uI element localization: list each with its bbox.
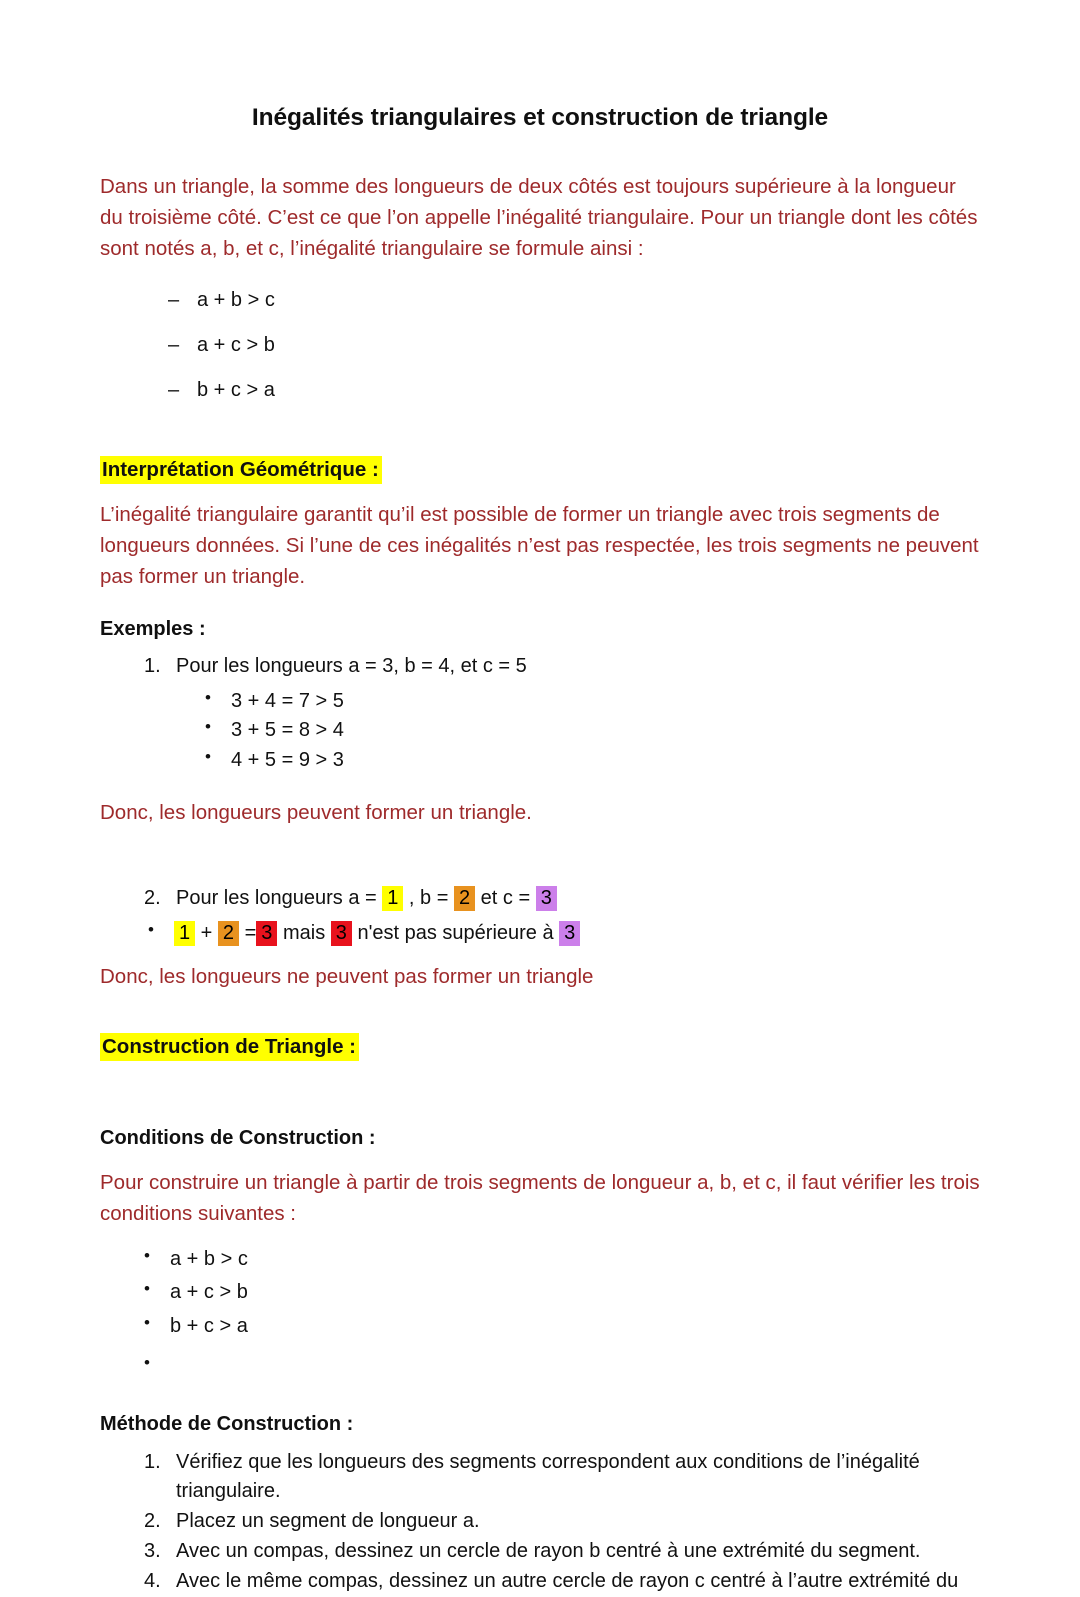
list-item-label: a + c > b: [170, 1281, 248, 1304]
list-item: [100, 1567, 980, 1596]
dot-bullet-icon: •: [144, 1279, 150, 1299]
spacer: [100, 828, 980, 874]
dash-bullet-icon: –: [168, 334, 180, 357]
list-item: [100, 716, 980, 744]
list-item: [100, 919, 980, 948]
check-b-chip: 2: [218, 921, 239, 946]
construction-conditions-list: [100, 1245, 980, 1381]
dash-bullet-icon: –: [168, 289, 180, 312]
check-sum2-chip: 3: [331, 921, 352, 946]
dot-bullet-icon: •: [205, 688, 211, 708]
check-tail: n'est pas supérieure à: [351, 922, 560, 945]
list-number: 4.: [144, 1570, 161, 1593]
list-number: 3.: [144, 1540, 161, 1563]
list-item-label: Vérifiez que les longueurs des segments correspondent aux conditions de l’inégalité triangulaire.: [176, 1450, 920, 1502]
list-item: [100, 286, 980, 315]
dot-bullet-icon: •: [144, 1245, 150, 1265]
list-item: [100, 1537, 980, 1566]
list-item: [100, 331, 980, 360]
dot-bullet-icon: •: [144, 1313, 150, 1332]
page-title: Inégalités triangulaires et construction de triangle: [251, 104, 829, 131]
list-item-label: b + c > a: [170, 1315, 248, 1337]
value-c-chip: 3: [536, 886, 557, 911]
triangle-inequality-list: [100, 286, 980, 405]
conditions-paragraph: Pour construire un triangle à partir de trois segments de longueur a, b, et c, il faut vérifier les trois conditions suivantes :: [100, 1170, 980, 1225]
intro-paragraph: Dans un triangle, la somme des longueurs de deux côtés est toujours supérieure à la longueur du troisième côté. C’est ce que l’on appelle l’inégalité triangulaire. Pour un triangle dont les côtés sont notés a, b, et c, l’inégalité triangulaire se formule ainsi :: [100, 175, 978, 261]
example1-conclusion: Donc, les longueurs peuvent former un triangle.: [100, 801, 532, 825]
list-item-label: Pour les longueurs a = 3, b = 4, et c = 5: [176, 655, 527, 678]
list-item: [100, 884, 980, 913]
dot-bullet-icon: •: [205, 746, 211, 766]
list-item: [100, 1245, 980, 1274]
list-item: [100, 1312, 980, 1341]
example2-list: [100, 884, 980, 913]
list-number: 2.: [144, 1509, 161, 1532]
value-a-chip: 1: [382, 886, 403, 911]
list-item: [100, 1278, 980, 1307]
example2-mid-2: et c =: [475, 887, 536, 910]
section-heading-examples: Exemples :: [100, 618, 206, 641]
example2-mid-1: , b =: [403, 887, 454, 910]
list-item-empty: [100, 1352, 980, 1381]
section-heading-method: Méthode de Construction :: [100, 1412, 354, 1435]
interpretation-paragraph: L’inégalité triangulaire garantit qu’il est possible de former un triangle avec trois segments de longueurs données. Si l’une de ces inégalités n’est pas respectée, les trois segments ne peuvent pas former un triangle.: [100, 503, 979, 589]
section-heading-interpretation: [100, 457, 980, 483]
check-a-chip: 1: [174, 921, 195, 946]
list-item: [100, 1507, 980, 1536]
dot-bullet-icon: •: [144, 1352, 150, 1372]
list-item-label: b + c > a: [197, 379, 275, 402]
list-item-label: 4 + 5 = 9 > 3: [231, 748, 344, 771]
list-number: 1.: [144, 1450, 161, 1473]
dot-bullet-icon: •: [148, 920, 154, 940]
check-sum-chip: 3: [256, 921, 277, 946]
list-number: 2.: [144, 887, 161, 910]
list-item-label: a + c > b: [197, 334, 275, 357]
construction-method-list: [100, 1448, 980, 1597]
list-number: 1.: [144, 655, 161, 678]
check-equals: =: [239, 922, 257, 945]
dot-bullet-icon: •: [205, 717, 211, 737]
list-item-label: a + b > c: [170, 1247, 248, 1270]
list-item: [100, 1448, 980, 1506]
list-item-label: 3 + 4 = 7 > 5: [231, 690, 344, 713]
example2-lead-prefix: Pour les longueurs a =: [176, 887, 383, 910]
list-item: [100, 687, 980, 715]
dash-bullet-icon: –: [168, 379, 180, 402]
list-item: [100, 376, 980, 405]
list-item-label: a + b > c: [197, 289, 275, 312]
section-heading-conditions: Conditions de Construction :: [100, 1126, 376, 1149]
check-c-chip: 3: [559, 921, 580, 946]
check-plus: +: [195, 922, 218, 945]
list-item-label: Avec le même compas, dessinez un autre cercle de rayon c centré à l’autre extrémité du: [176, 1570, 959, 1593]
list-item: [100, 746, 980, 774]
list-item-label: Placez un segment de longueur a.: [176, 1509, 480, 1532]
list-item: [100, 652, 980, 681]
example2-checks-list: [100, 919, 980, 948]
list-item-label: Avec un compas, dessinez un cercle de rayon b centré à une extrémité du segment.: [176, 1540, 921, 1563]
value-b-chip: 2: [454, 886, 475, 911]
example1-checks-list: [100, 687, 980, 774]
check-mid: mais: [277, 922, 331, 945]
example2-conclusion: Donc, les longueurs ne peuvent pas former un triangle: [100, 965, 594, 989]
examples-list: [100, 652, 980, 681]
section-heading-construction: [100, 1034, 980, 1060]
highlighted-heading-text: Construction de Triangle :: [100, 1033, 359, 1061]
list-item-label: 3 + 5 = 8 > 4: [231, 719, 344, 742]
highlighted-heading-text: Interprétation Géométrique :: [100, 456, 382, 484]
